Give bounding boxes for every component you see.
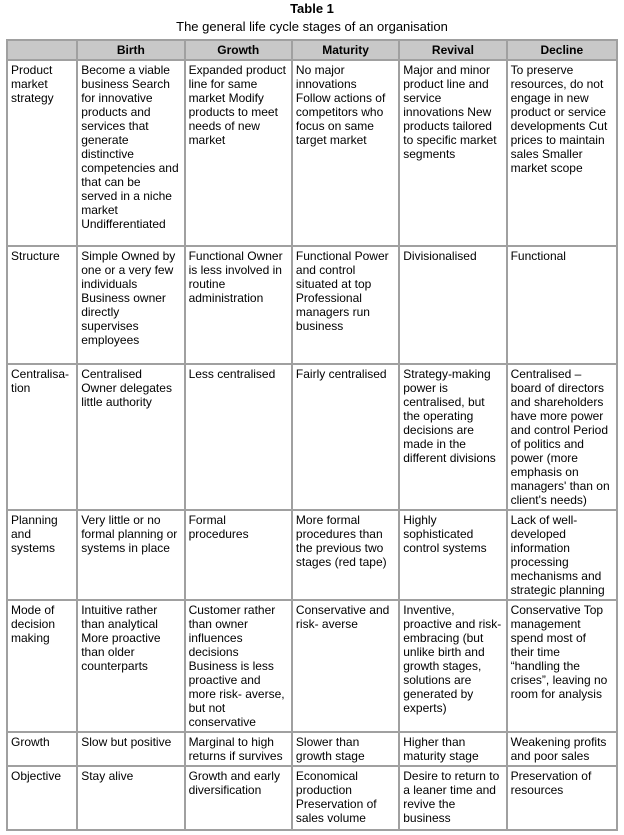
- header-row: [8, 41, 616, 61]
- table-cell: Functional Power and control situated at top Professional managers run business: [293, 247, 400, 365]
- table-cell: Stay alive: [78, 767, 185, 829]
- table-cell: Divisionalised: [400, 247, 507, 365]
- table-cell: Major and minor product line and service innovations New products tailored to specific market segments: [400, 61, 507, 247]
- header-cell-revival: Revival: [400, 41, 507, 61]
- table-cell: Growth and early diversification: [186, 767, 293, 829]
- table-cell: Desire to return to a leaner time and revive the business: [400, 767, 507, 829]
- table-cell: Highly sophisticated control systems: [400, 511, 507, 601]
- row-label: Growth: [8, 733, 78, 767]
- table-row-centralisation: [8, 365, 616, 511]
- table-cell: Become a viable business Search for innovative products and services that generate distinctive competencies and that can be served in a niche market Undifferentiated: [78, 61, 185, 247]
- table-cell: Centralised Owner delegates little authority: [78, 365, 185, 511]
- table-row-planning-and-systems: [8, 511, 616, 601]
- header-cell-growth: Growth: [186, 41, 293, 61]
- table-cell: Lack of well-developed information processing mechanisms and strategic planning: [508, 511, 616, 601]
- table-cell: Strategy-making power is centralised, but the operating decisions are made in the different divisions: [400, 365, 507, 511]
- header-cell-empty: [8, 41, 78, 61]
- table-cell: Very little or no formal planning or systems in place: [78, 511, 185, 601]
- header-cell-birth: Birth: [78, 41, 185, 61]
- table-cell: Slower than growth stage: [293, 733, 400, 767]
- table-cell: To preserve resources, do not engage in new product or service developments Cut prices to maintain sales Smaller market scope: [508, 61, 616, 247]
- table-cell: Functional Owner is less involved in routine administration: [186, 247, 293, 365]
- table-cell: Customer rather than owner influences decisions Business is less proactive and more risk- averse, but not conservative: [186, 601, 293, 733]
- life-cycle-table: [6, 39, 618, 831]
- row-label: Objective: [8, 767, 78, 829]
- table-cell: Weakening profits and poor sales: [508, 733, 616, 767]
- table-cell: Fairly centralised: [293, 365, 400, 511]
- row-label: Centralisa- tion: [8, 365, 78, 511]
- row-label: Product market strategy: [8, 61, 78, 247]
- table-cell: No major innovations Follow actions of competitors who focus on same target market: [293, 61, 400, 247]
- table-cell: Centralised – board of directors and shareholders have more power and control Period of politics and power (more emphasis on managers' than on client's needs): [508, 365, 616, 511]
- table-row-objective: [8, 767, 616, 829]
- header-cell-decline: Decline: [508, 41, 616, 61]
- table-row-growth: [8, 733, 616, 767]
- table-row-product-market-strategy: [8, 61, 616, 247]
- table-cell: Inventive, proactive and risk-embracing (but unlike birth and growth stages, solutions are generated by experts): [400, 601, 507, 733]
- table-cell: Preservation of resources: [510, 769, 592, 797]
- header-cell-maturity: Maturity: [293, 41, 400, 61]
- table-cell: Functional: [508, 247, 616, 365]
- table-cell: Slow but positive: [78, 733, 185, 767]
- table-cell: Less centralised: [186, 365, 293, 511]
- table-cell: Economical production Preservation of sales volume: [293, 767, 400, 829]
- table-cell: Higher than maturity stage: [400, 733, 507, 767]
- table-row-mode-of-decision-making: [8, 601, 616, 733]
- table-cell: Intuitive rather than analytical More proactive than older counterparts: [78, 601, 185, 733]
- table-cell: Conservative Top management spend most of their time “handling the crises”, leaving no room for analysis: [508, 601, 616, 733]
- row-label: Mode of decision making: [8, 601, 78, 733]
- table-subtitle: The general life cycle stages of an organisation: [176, 19, 448, 34]
- table-cell: More formal procedures than the previous two stages (red tape): [293, 511, 400, 601]
- table-title: Table 1: [290, 1, 334, 16]
- table-cell: Formal procedures: [186, 511, 293, 601]
- table-row-structure: [8, 247, 616, 365]
- row-label: Planning and systems: [8, 511, 78, 601]
- row-label: Structure: [8, 247, 78, 365]
- table-cell: Marginal to high returns if survives: [186, 733, 293, 767]
- table-cell: Expanded product line for same market Modify products to meet needs of new market: [186, 61, 293, 247]
- table-cell: Conservative and risk- averse: [293, 601, 400, 733]
- table-cell: Simple Owned by one or a very few individuals Business owner directly supervises employees: [78, 247, 185, 365]
